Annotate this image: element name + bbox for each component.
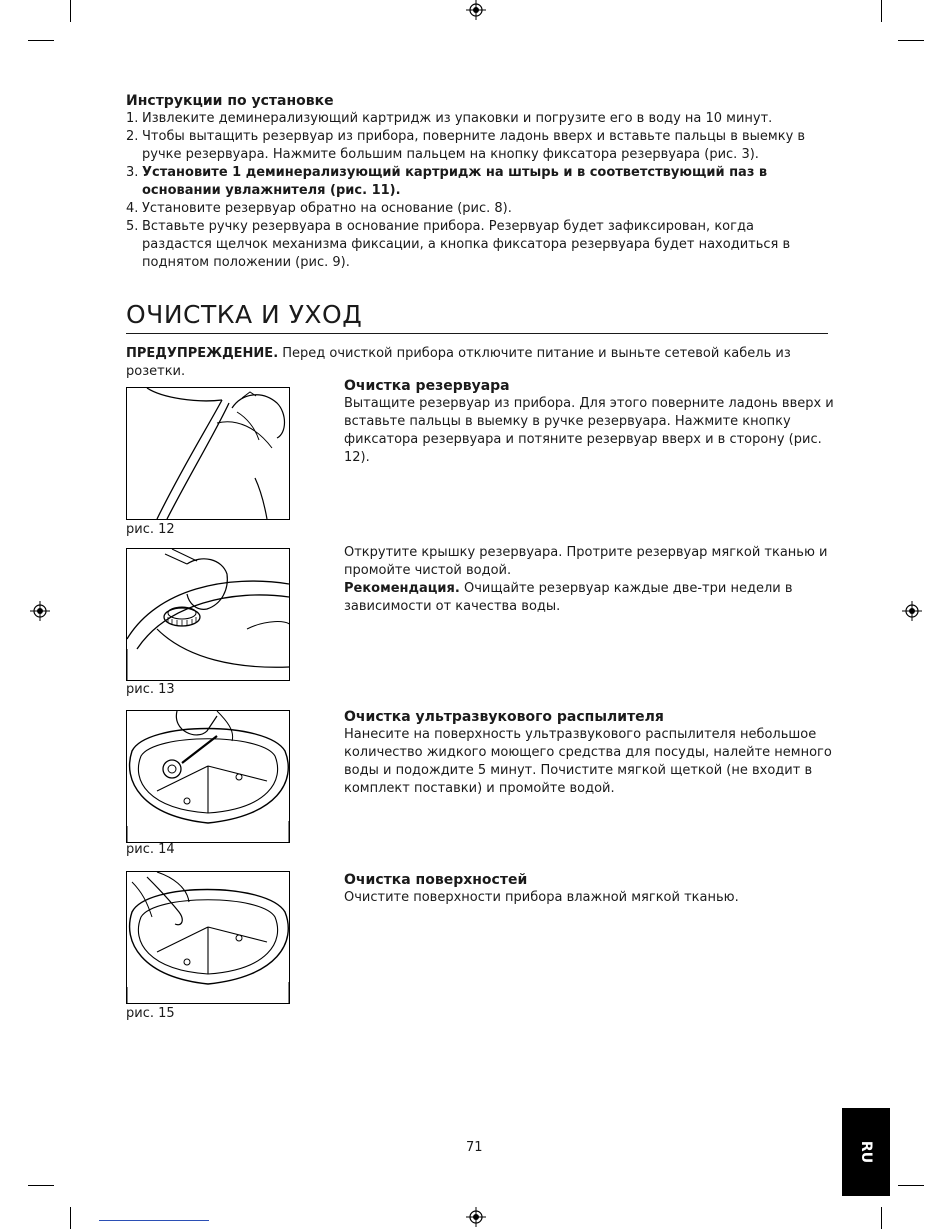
footer-line	[99, 1220, 209, 1221]
nebulizer-cleaning-section	[344, 708, 834, 798]
page-number: 71	[466, 1140, 483, 1155]
list-text: Вставьте ручку резервуара в основание прибора. Резервуар будет зафиксирован, когда раздастся щелчок механизма фиксации, а кнопка фиксатора резервуара будет находиться в поднятом положении (рис. 9).	[142, 219, 791, 270]
crop-mark	[28, 40, 54, 41]
recommendation-paragraph	[344, 580, 834, 616]
figure-14-image	[126, 710, 290, 843]
crop-mark	[28, 1185, 54, 1186]
list-number: 1.	[126, 111, 139, 126]
crop-mark	[881, 1207, 882, 1229]
registration-mark-icon	[902, 601, 922, 621]
list-text: Установите резервуар обратно на основание (рис. 8).	[142, 201, 512, 216]
warning-paragraph	[126, 345, 836, 381]
page-title: ОЧИСТКА И УХОД	[126, 300, 363, 329]
figure-15-image	[126, 871, 290, 1004]
list-number: 3.	[126, 165, 139, 180]
figure-12-caption: рис. 12	[126, 522, 175, 537]
crop-mark	[70, 0, 71, 22]
recommendation-text: Очищайте резервуар каждые две-три недели в зависимости от качества воды.	[344, 581, 793, 614]
figure-13-image	[126, 548, 290, 681]
figure-13-caption: рис. 13	[126, 682, 175, 697]
section-text: Вытащите резервуар из прибора. Для этого поверните ладонь вверх и вставьте пальцы в выемку в ручке резервуара. Нажмите кнопку фиксатора резервуара и потяните резервуар вверх и в сторону (рис. 12).	[344, 396, 834, 465]
section-text: Открутите крышку резервуара. Протрите резервуар мягкой тканью и промойте чистой водой.	[344, 545, 828, 578]
section-text: Нанесите на поверхность ультразвукового распылителя небольшое количество жидкого моющего средства для посуды, налейте немного воды и подождите 5 минут. Почистите мягкой щеткой (не входит в комплект поставки) и промойте водой.	[344, 727, 832, 796]
list-text: Чтобы вытащить резервуар из прибора, поверните ладонь вверх и вставьте пальцы в выемку в ручке резервуара. Нажмите большим пальцем на кнопку фиксатора резервуара (рис. 3).	[142, 129, 806, 162]
crop-mark	[70, 1207, 71, 1229]
cap-cleaning-section	[344, 544, 834, 616]
list-number: 5.	[126, 219, 139, 234]
tank-cleaning-section	[344, 377, 834, 467]
figure-12-image	[126, 387, 290, 520]
list-item	[126, 164, 826, 200]
registration-mark-icon	[466, 1207, 486, 1227]
surface-cleaning-section	[344, 871, 834, 907]
list-item	[126, 128, 826, 164]
figure-15-caption: рис. 15	[126, 1006, 175, 1021]
list-text: Извлеките деминерализующий картридж из упаковки и погрузите его в воду на 10 минут.	[142, 111, 773, 126]
language-tab	[842, 1108, 890, 1196]
list-text-bold: Установите 1 деминерализующий картридж на штырь и в соответствующий паз в основании увлажнителя (рис. 11).	[142, 165, 768, 198]
registration-mark-icon	[30, 601, 50, 621]
figure-14-caption: рис. 14	[126, 842, 175, 857]
section-title: Очистка резервуара	[344, 378, 510, 394]
install-instructions	[126, 92, 826, 272]
section-title: Очистка ультразвукового распылителя	[344, 709, 664, 725]
install-list	[126, 110, 826, 272]
warning-text: Перед очисткой прибора отключите питание и выньте сетевой кабель из розетки.	[126, 346, 791, 379]
list-number: 4.	[126, 201, 139, 216]
section-title: Очистка поверхностей	[344, 872, 528, 888]
crop-mark	[898, 1185, 924, 1186]
install-title: Инструкции по установке	[126, 93, 334, 109]
heading-divider	[126, 333, 828, 334]
list-number: 2.	[126, 129, 139, 144]
list-item	[126, 218, 826, 272]
recommendation-label: Рекомендация.	[344, 581, 460, 596]
list-item	[126, 200, 826, 218]
crop-mark	[898, 40, 924, 41]
warning-label: ПРЕДУПРЕЖДЕНИЕ.	[126, 346, 279, 361]
language-tab-label: RU	[858, 1140, 874, 1164]
section-text: Очистите поверхности прибора влажной мягкой тканью.	[344, 890, 739, 905]
crop-mark	[881, 0, 882, 22]
registration-mark-icon	[466, 0, 486, 20]
list-item	[126, 110, 826, 128]
